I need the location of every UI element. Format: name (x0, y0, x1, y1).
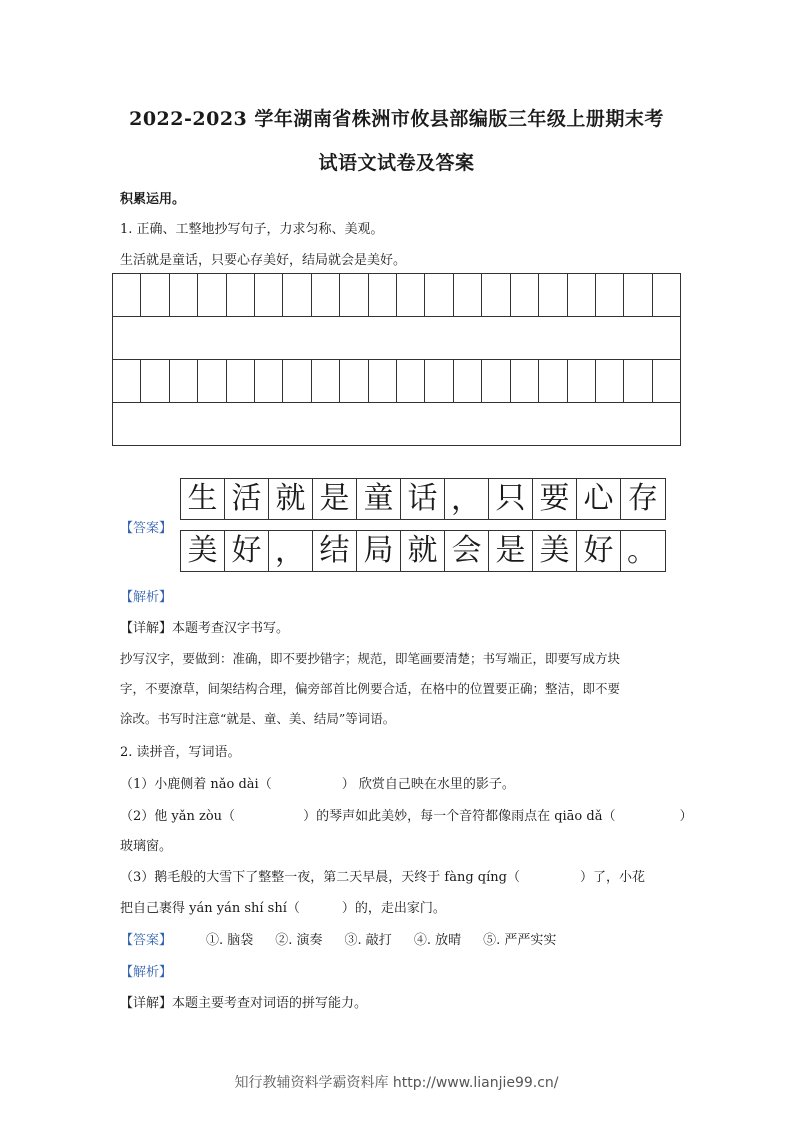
grid-cell[interactable] (482, 274, 510, 316)
page-title-line2: 试语文试卷及答案 (318, 152, 475, 174)
answer-char: 只 (489, 479, 533, 519)
grid-cell[interactable] (113, 360, 141, 402)
practice-grid-row[interactable] (113, 274, 680, 316)
grid-cell[interactable] (624, 360, 652, 402)
grid-cell[interactable] (454, 360, 482, 402)
grid-cell[interactable] (198, 360, 226, 402)
answer-char: 结 (313, 531, 357, 571)
section-heading: 积累运用。 (120, 192, 186, 207)
grid-cell[interactable] (340, 360, 368, 402)
q2-answer: ④. 放晴 (413, 933, 462, 948)
practice-grid-blank-row[interactable] (113, 316, 680, 360)
q1-answer-label: 【答案】 (120, 521, 173, 536)
answer-char: ， (445, 479, 489, 519)
grid-cell[interactable] (312, 360, 340, 402)
grid-cell[interactable] (170, 274, 198, 316)
q1-analysis-label: 【解析】 (120, 590, 173, 605)
q2-item-2-text: ）的琴声如此美妙，每一个音符都像雨点在 qiāo dǎ（ (303, 809, 616, 824)
answer-char: 童 (357, 479, 401, 519)
grid-cell[interactable] (369, 360, 397, 402)
grid-cell[interactable] (340, 274, 368, 316)
q1-prompt: 1. 正确、工整地抄写句子，力求匀称、美观。 (120, 222, 384, 237)
footer-watermark: 知行教辅资料学霸资料库 http://www.lianjie99.cn/ (234, 1075, 559, 1091)
grid-cell[interactable] (454, 274, 482, 316)
q2-answer: ③. 敲打 (344, 933, 392, 948)
answer-char: 话 (401, 479, 445, 519)
q2-item-2-text: ） (679, 809, 693, 824)
grid-cell[interactable] (568, 360, 596, 402)
answer-char: 生 (181, 479, 225, 519)
q1-explain-line: 字，不要潦草，间架结构合理，偏旁部首比例要合适，在格中的位置要正确；整洁，即不要 (120, 681, 621, 696)
answer-grid (180, 530, 666, 572)
q2-item-3-text: ）的，走出家门。 (341, 901, 446, 916)
q1-detail: 【详解】本题考查汉字书写。 (120, 621, 290, 636)
q2-item-1 (120, 773, 515, 792)
page-title-line1: 2022-2023 学年湖南省株洲市攸县部编版三年级上册期末考 (129, 108, 664, 130)
q2-detail: 【详解】本题主要考查对词语的拼写能力。 (120, 996, 368, 1011)
q2-analysis-label: 【解析】 (120, 965, 173, 980)
q1-explain-line: 涂改。书写时注意“就是、童、美、结局”等词语。 (120, 711, 396, 726)
q2-item-1-text: （1）小鹿侧着 nǎo dài（ (120, 777, 272, 792)
answer-char: 心 (577, 479, 621, 519)
grid-cell[interactable] (227, 360, 255, 402)
grid-cell[interactable] (425, 360, 453, 402)
grid-cell[interactable] (624, 274, 652, 316)
q2-item-2-text: （2）他 yǎn zòu（ (120, 809, 236, 824)
grid-cell[interactable] (568, 274, 596, 316)
grid-cell[interactable] (255, 360, 283, 402)
answer-char: 会 (445, 531, 489, 571)
grid-cell[interactable] (283, 274, 311, 316)
grid-cell[interactable] (198, 274, 226, 316)
grid-cell[interactable] (369, 274, 397, 316)
answer-char: 就 (269, 479, 313, 519)
q1-sentence: 生活就是童话，只要心存美好，结局就会是美好。 (120, 253, 407, 268)
grid-cell[interactable] (227, 274, 255, 316)
grid-cell[interactable] (397, 360, 425, 402)
grid-cell[interactable] (596, 360, 624, 402)
q2-item-2-cont: 玻璃窗。 (120, 839, 173, 854)
grid-cell[interactable] (539, 274, 567, 316)
grid-cell[interactable] (312, 274, 340, 316)
answer-char: ， (269, 531, 313, 571)
answer-char: 是 (489, 531, 533, 571)
q2-item-2 (120, 805, 692, 824)
grid-cell[interactable] (425, 274, 453, 316)
answer-char: 美 (181, 531, 225, 571)
grid-cell[interactable] (511, 274, 539, 316)
practice-grid[interactable] (112, 273, 681, 446)
practice-grid-blank-row[interactable] (113, 402, 680, 445)
answer-char: 美 (533, 531, 577, 571)
grid-cell[interactable] (283, 360, 311, 402)
answer-char: 是 (313, 479, 357, 519)
answer-char: 活 (225, 479, 269, 519)
q2-item-1-text: ） 欣赏自己映在水里的影子。 (341, 777, 515, 792)
grid-cell[interactable] (653, 360, 680, 402)
answer-char: 就 (401, 531, 445, 571)
answer-char: 存 (628, 481, 658, 516)
grid-cell[interactable] (141, 274, 169, 316)
answer-grid-row (180, 478, 666, 520)
q2-item-3-text: （3）鹅毛般的大雪下了整整一夜，第二天早晨，天终于 fàng qíng（ (120, 870, 520, 885)
q2-answer-label: 【答案】 (120, 933, 173, 948)
grid-cell[interactable] (539, 360, 567, 402)
answer-grid-row (180, 530, 666, 572)
q1-explain-line: 抄写汉字，要做到：准确，即不要抄错字；规范，即笔画要清楚；书写端正，即要写成方块 (120, 651, 621, 666)
q2-item-3-text: 把自己裹得 yán yán shí shí（ (120, 901, 300, 916)
answer-grid (180, 478, 666, 520)
grid-cell[interactable] (397, 274, 425, 316)
grid-cell[interactable] (141, 360, 169, 402)
q2-item-3-text: ）了，小花 (579, 870, 645, 885)
grid-cell[interactable] (511, 360, 539, 402)
q2-answer: ①. 脑袋 (206, 933, 254, 948)
answer-char: 。 (627, 534, 657, 569)
q2-item-3-cont (120, 897, 446, 916)
grid-cell[interactable] (482, 360, 510, 402)
answer-char: 要 (533, 479, 577, 519)
q2-prompt: 2. 读拼音，写词语。 (120, 745, 241, 760)
q2-answer: ⑤. 严严实实 (483, 933, 557, 948)
grid-cell[interactable] (170, 360, 198, 402)
grid-cell[interactable] (596, 274, 624, 316)
answer-char: 好 (577, 531, 621, 571)
grid-cell[interactable] (113, 274, 141, 316)
answer-char: 局 (357, 531, 401, 571)
grid-cell[interactable] (255, 274, 283, 316)
q2-answer: ②. 演奏 (275, 933, 323, 948)
q2-answers (120, 929, 578, 948)
answer-char: 好 (225, 531, 269, 571)
q2-item-3 (120, 866, 645, 885)
practice-grid-row[interactable] (113, 360, 680, 402)
grid-cell[interactable] (653, 274, 680, 316)
